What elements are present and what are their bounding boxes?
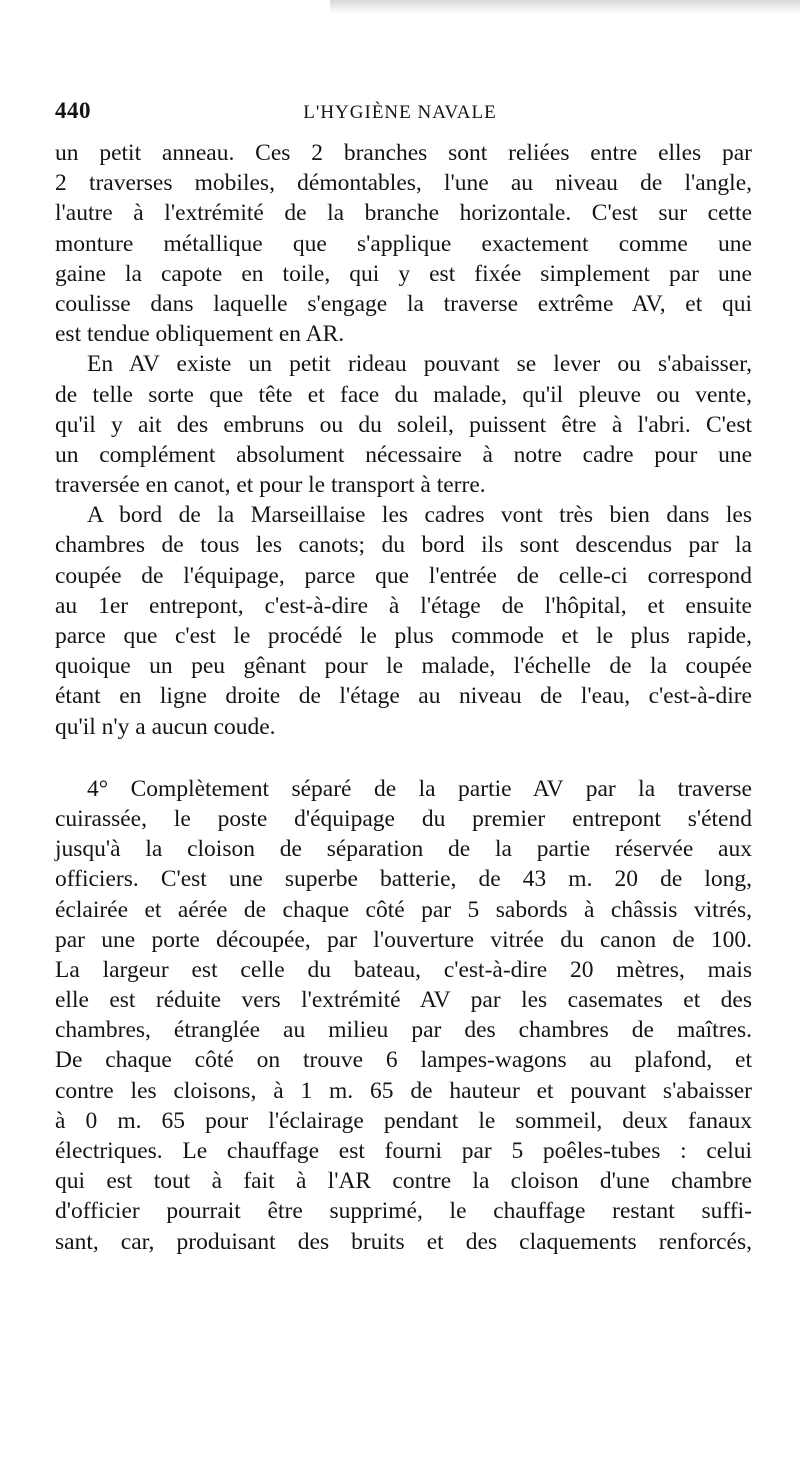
scan-edge [330, 0, 800, 14]
text-line: un complément absolument nécessaire à notre cadre pour une [55, 441, 752, 468]
text-line: contre les cloisons, à 1 m. 65 de hauteur et pouvant s'abaisser [55, 1077, 752, 1104]
body-text [55, 138, 752, 1257]
text-line: un petit anneau. Ces 2 branches sont reliées entre elles par [55, 140, 752, 166]
text-line: de telle sorte que tête et face du malade, qu'il pleuve ou vente, [55, 381, 752, 408]
text-line: qu'il y ait des embruns ou du soleil, puissent être à l'abri. C'est [55, 411, 752, 438]
text-line: l'autre à l'extrémité de la branche horizontale. C'est sur cette [55, 200, 752, 227]
text-line: par une porte découpée, par l'ouverture vitrée du canon de 100. [55, 926, 752, 953]
text-line: A bord de la Marseillaise les cadres vont très bien dans les [87, 502, 752, 529]
text-line: chambres de tous les canots; du bord ils sont descendus par la [55, 532, 752, 559]
text-line: est tendue obliquement en AR. [55, 321, 345, 348]
text-line: officiers. C'est une superbe batterie, de 43 m. 20 de long, [55, 866, 752, 893]
text-line: gaine la capote en toile, qui y est fixée simplement par une [55, 260, 752, 287]
text-line: chambres, étranglée au milieu par des chambres de maîtres. [55, 1017, 752, 1044]
text-line: à 0 m. 65 pour l'éclairage pendant le sommeil, deux fanaux [55, 1107, 752, 1134]
text-line: La largeur est celle du bateau, c'est-à-dire 20 mètres, mais [55, 956, 752, 983]
paragraph [55, 349, 752, 500]
text-line: 4° Complètement séparé de la partie AV par la traverse [87, 775, 752, 802]
text-line: parce que c'est le procédé le plus commode et le plus rapide, [55, 623, 752, 649]
text-line: cuirassée, le poste d'équipage du premier entrepont s'étend [55, 805, 752, 832]
text-line: électriques. Le chauffage est fourni par 5 poêles-tubes : celui [55, 1138, 752, 1164]
text-line: En AV existe un petit rideau pouvant se lever ou s'abaisser, [87, 351, 752, 378]
section-gap [55, 742, 752, 774]
text-line: De chaque côté on trouve 6 lampes-wagons au plafond, et [55, 1047, 752, 1074]
text-line: quoique un peu gênant pour le malade, l'échelle de la coupée [55, 653, 752, 680]
text-line: qui est tout à fait à l'AR contre la cloison d'une chambre [55, 1168, 752, 1195]
paragraph [55, 500, 752, 742]
text-line: coulisse dans laquelle s'engage la traverse extrême AV, et qui [55, 290, 752, 317]
text-line: étant en ligne droite de l'étage au niveau de l'eau, c'est-à-dire [55, 683, 752, 710]
text-line: jusqu'à la cloison de séparation de la partie réservée aux [55, 836, 752, 863]
text-line: coupée de l'équipage, parce que l'entrée de celle-ci correspond [55, 562, 752, 589]
paragraph [55, 774, 752, 1257]
text-line: monture métallique que s'applique exactement comme une [55, 230, 752, 257]
running-head: L'HYGIÈNE NAVALE [303, 102, 497, 123]
text-line: au 1er entrepont, c'est-à-dire à l'étage de l'hôpital, et ensuite [55, 592, 752, 619]
text-line: d'officier pourrait être supprimé, le chauffage restant suffi- [55, 1198, 752, 1225]
text-line: 2 traverses mobiles, démontables, l'une au niveau de l'angle, [55, 170, 752, 197]
page-number: 440 [55, 98, 91, 123]
paragraph [55, 138, 752, 349]
text-line: qu'il n'y a aucun coude. [55, 713, 276, 740]
text-line: traversée en canot, et pour le transport à terre. [55, 472, 486, 499]
text-line: sant, car, produisant des bruits et des claquements renforcés, [55, 1228, 752, 1255]
text-line: éclairée et aérée de chaque côté par 5 sabords à châssis vitrés, [55, 896, 752, 923]
text-line: elle est réduite vers l'extrémité AV par les casemates et des [55, 987, 752, 1014]
